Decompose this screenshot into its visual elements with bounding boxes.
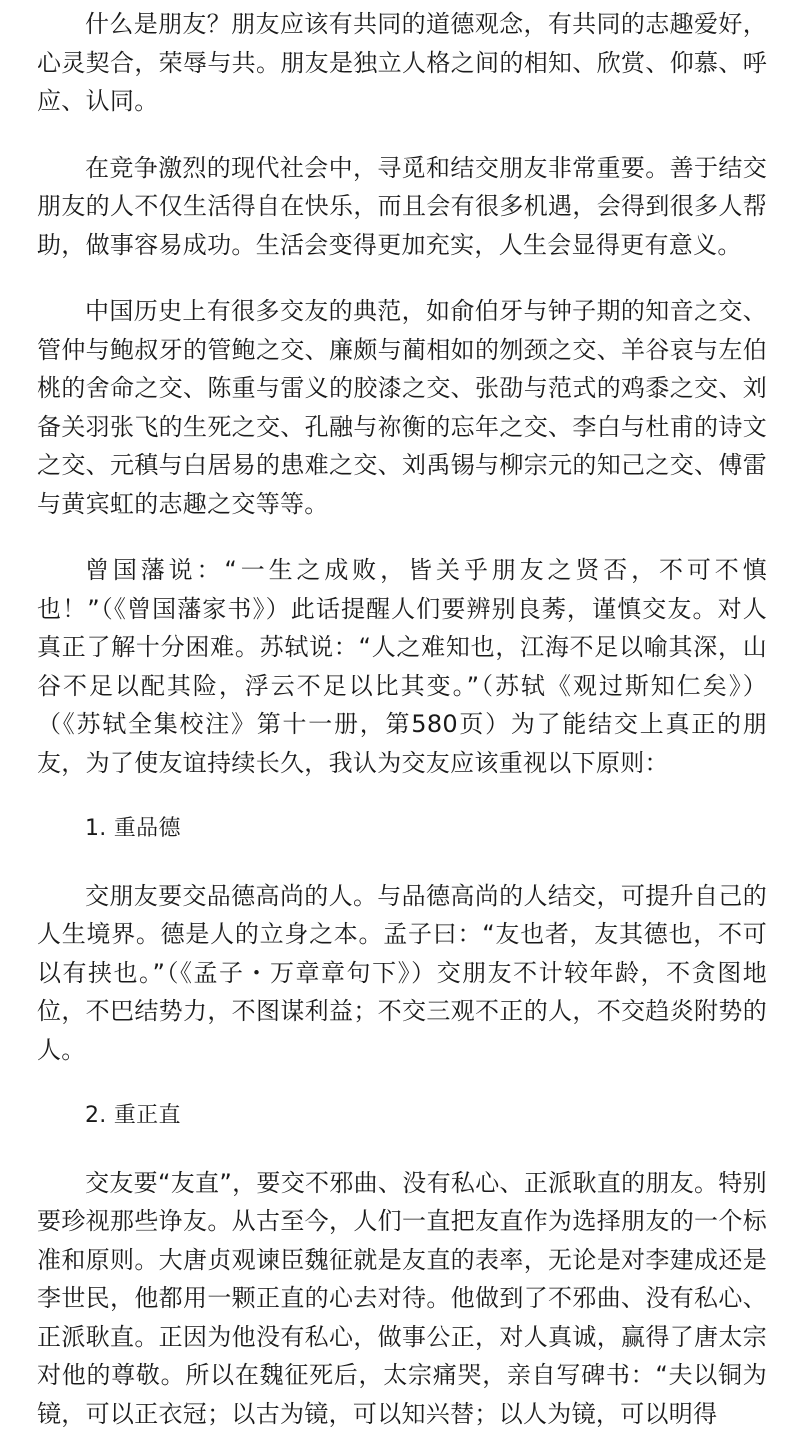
paragraph-zeng-guofan-quote: 曾国藩说：“一生之成败，皆关乎朋友之贤否，不可不慎也！”（《曾国藩家书》）此话提醒人们要辨别良莠，谨慎交友。对人真正了解十分困难。苏轼说：“人之难知也，江海不足以喻其深，山谷不足以配其险，浮云不足以比其变。”（苏轼《观过斯知仁矣》）（《苏轼全集校注》第十一册，第580页）为了能结交上真正的朋友，为了使友谊持续长久，我认为交友应该重视以下原则： — [37, 556, 767, 777]
paragraph-definition-of-friend: 什么是朋友？朋友应该有共同的道德观念，有共同的志趣爱好，心灵契合，荣辱与共。朋友是独立人格之间的相知、欣赏、仰慕、呼应、认同。 — [37, 10, 767, 115]
article-body — [37, 0, 767, 1433]
paragraph-historical-examples: 中国历史上有很多交友的典范，如俞伯牙与钟子期的知音之交、管仲与鲍叔牙的管鲍之交、廉颇与蔺相如的刎颈之交、羊谷哀与左伯桃的舍命之交、陈重与雷义的胶漆之交、张劭与范式的鸡黍之交、刘备关羽张飞的生死之交、孔融与祢衡的忘年之交、李白与杜甫的诗文之交、元稹与白居易的患难之交、刘禹锡与柳宗元的知己之交、傅雷与黄宾虹的志趣之交等等。 — [37, 297, 767, 518]
paragraph-value-integrity: 交友要“友直”，要交不邪曲、没有私心、正派耿直的朋友。特别要珍视那些诤友。从古至今，人们一直把友直作为选择朋友的一个标准和原则。大唐贞观谏臣魏征就是友直的表率，无论是对李建成还是李世民，他都用一颗正直的心去对待。他做到了不邪曲、没有私心、正派耿直。正因为他没有私心，做事公正，对人真诚，赢得了唐太宗对他的尊敬。所以在魏征死后，太宗痛哭，亲自写碑书：“夫以铜为镜，可以正衣冠；以古为镜，可以知兴替；以人为镜，可以明得 — [37, 1168, 767, 1428]
section-heading-1: 1. 重品德 — [85, 816, 181, 841]
section-heading-2: 2. 重正直 — [85, 1103, 181, 1128]
paragraph-value-virtue: 交朋友要交品德高尚的人。与品德高尚的人结交，可提升自己的人生境界。德是人的立身之本。孟子曰：“友也者，友其德也，不可以有挟也。”（《孟子・万章章句下》）交朋友不计较年龄，不贪图地位，不巴结势力，不图谋利益；不交三观不正的人，不交趋炎附势的人。 — [37, 881, 767, 1064]
paragraph-importance-of-friends: 在竞争激烈的现代社会中，寻觅和结交朋友非常重要。善于结交朋友的人不仅生活得自在快乐，而且会有很多机遇，会得到很多人帮助，做事容易成功。生活会变得更加充实，人生会显得更有意义。 — [37, 153, 767, 259]
